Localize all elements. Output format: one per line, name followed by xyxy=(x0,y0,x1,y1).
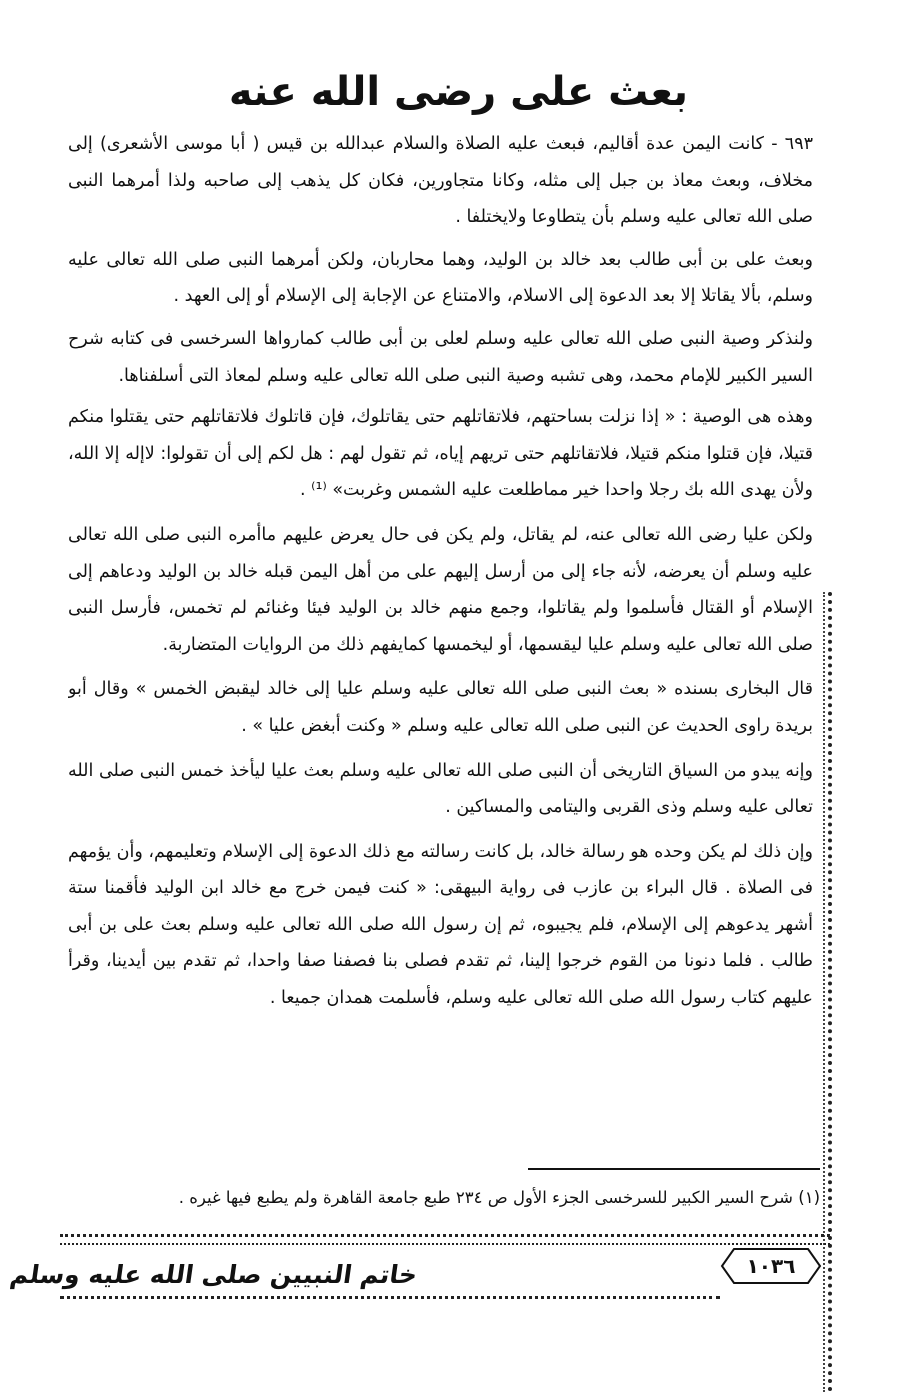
page-border-right xyxy=(828,592,832,1392)
footer-book-title: خاتم النبيين صلى الله عليه وسلم xyxy=(8,1260,420,1289)
footer-bottom-divider xyxy=(60,1296,720,1299)
paragraph: قال البخارى بسنده « بعث النبى صلى الله تعالى عليه وسلم عليا إلى خالد ليقبض الخمس » وقال أبو بريدة راوى الحديث عن النبى صلى الله تعالى عليه وسلم « وكنت أبغض عليا » . xyxy=(68,679,813,736)
footnote: (١) شرح السير الكبير للسرخسى الجزء الأول ص ٢٣٤ طبع جامعة القاهرة ولم يطبع فيها غيره . xyxy=(178,1188,820,1207)
paragraph: وإن ذلك لم يكن وحده هو رسالة خالد، بل كانت رسالته مع ذلك الدعوة إلى الإسلام وتعليمهم، وأن يؤمهم فى الصلاة . قال البراء بن عازب فى رواية البيهقى: « كنت فيمن خرج مع خالد ابن الوليد فأقمنا ستة أشهر يدعوهم إلى الإسلام، فلم يجيبوه، ثم إن رسول الله صلى الله تعالى عليه وسلم بعث على بن أبى طالب . فلما دنونا من القوم خرجوا إلينا، ثم تقدم فصلى بنا فصفنا صفا واحدا، ثم تقدم بين أيدينا، وقرأ عليهم كتاب رسول الله صلى الله تعالى عليه وسلم، فأسلمت همدان جميعا . xyxy=(68,841,813,1009)
page-border-right-inner xyxy=(823,592,825,1392)
paragraph: ولكن عليا رضى الله تعالى عنه، لم يقاتل، ولم يكن فى حال يعرض عليهم ماأمره النبى صلى الله تعالى عليه وسلم أن يعرضه، لأنه جاء إلى من أرسل إليهم على من أهل اليمن قبله خالد بن الوليد ودعاهم إلى الإسلام أو القتال فأسلموا ولم يقاتلوا، وجمع منهم خالد بن الوليد فيئا وغنائم لم تخمس، فأرسل النبى صلى الله تعالى عليه وسلم عليا ليقسمها، أو ليخمسها كمايفهم ذلك من الروايات المتضاربة. xyxy=(68,524,813,655)
footer-divider xyxy=(60,1234,830,1245)
footnote-divider xyxy=(528,1168,820,1170)
page-number: ١٠٣٦ xyxy=(746,1254,796,1278)
paragraph: ٦٩٣ - كانت اليمن عدة أقاليم، فبعث عليه الصلاة والسلام عبدالله بن قيس ( أبا موسى الأشعرى) إلى مخلاف، وبعث معاذ بن جبل إلى مثله، وكانا متجاورين، فكان كل يذهب إلى صاحبه ولذا أمرهما النبى صلى الله تعالى عليه وسلم بأن يتطاوعا ولايختلفا . xyxy=(68,134,813,228)
paragraph: وإنه يبدو من السياق التاريخى أن النبى صلى الله تعالى عليه وسلم بعث عليا ليأخذ خمس النبى صلى الله تعالى عليه وسلم وذى القربى واليتامى والمساكين . xyxy=(68,760,813,818)
page-number-badge xyxy=(720,1246,822,1286)
paragraph: وبعث على بن أبى طالب بعد خالد بن الوليد، وهما محاربان، ولكن أمرهما النبى صلى الله تعالى عليه وسلم، بألا يقاتلا إلا بعد الدعوة إلى الاسلام، والامتناع عن الإجابة إلى الإسلام أو إلى العهد . xyxy=(68,249,813,307)
paragraph: ولنذكر وصية النبى صلى الله تعالى عليه وسلم لعلى بن أبى طالب كمارواها السرخسى فى كتابه شرح السير الكبير للإمام محمد، وهى تشبه وصية النبى صلى الله تعالى عليه وسلم لمعاذ التى أسلفناها. xyxy=(68,328,813,386)
paragraph: وهذه هى الوصية : « إذا نزلت بساحتهم، فلاتقاتلهم حتى يقاتلوك، فإن قاتلوك فلاتقاتلهم حتى يقتلوا منكم قتيلا، فإن قتلوا منكم قتيلا، فلاتقاتلهم حتى تريهم إياه، ثم تقول لهم : هل لكم إلى أن تقولوا: لاإله إلا الله، ولأن يهدى الله بك رجلا واحدا خير مماطلعت عليه الشمس وغربت» ⁽¹⁾ . xyxy=(68,407,813,501)
body-text xyxy=(68,126,813,1176)
page-title: بعث على رضى الله عنه xyxy=(228,69,689,115)
